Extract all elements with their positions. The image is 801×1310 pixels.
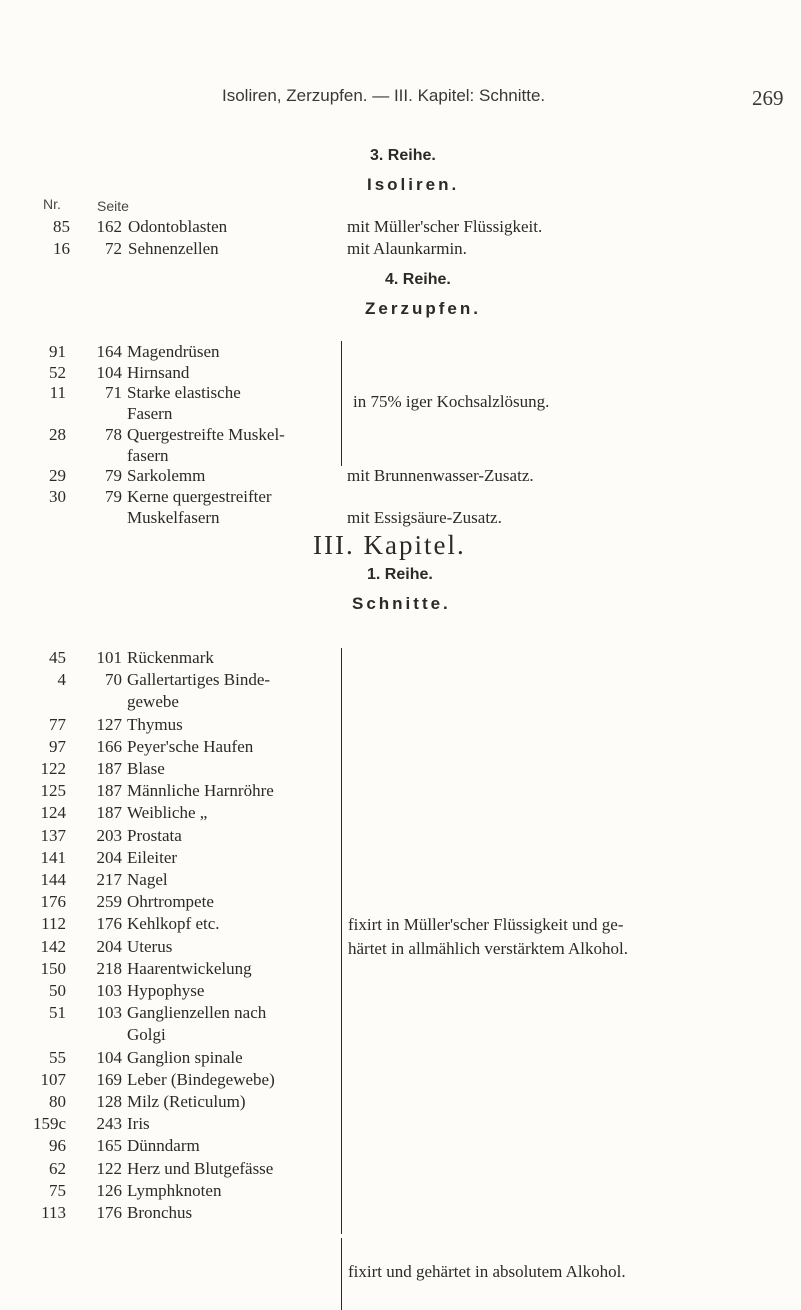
cell-name: Milz (Reticulum) bbox=[127, 1092, 246, 1111]
cell-seite: 72 bbox=[105, 239, 122, 258]
cell-seite: 187 bbox=[96, 759, 122, 778]
cell-nr: 62 bbox=[49, 1158, 66, 1178]
cell-name: Hirnsand bbox=[127, 362, 190, 382]
cell-seite: 79 bbox=[105, 486, 122, 506]
cell-name: Magendrüsen bbox=[127, 342, 220, 361]
cell-name: Männliche Harnröhre bbox=[127, 781, 274, 801]
cell-nr: 45 bbox=[49, 648, 66, 667]
cell-nr: 16 bbox=[53, 239, 70, 258]
cell-name: Dünndarm bbox=[127, 1136, 200, 1156]
cell-seite: 187 bbox=[96, 803, 122, 823]
cell-nr: 4 bbox=[57, 670, 66, 690]
cell-name: Kehlkopf etc. bbox=[127, 914, 220, 934]
cell-name: Fasern bbox=[127, 404, 173, 424]
cell-nr: 50 bbox=[49, 981, 66, 1000]
cell-nr: 51 bbox=[49, 1003, 66, 1023]
cell-nr: 137 bbox=[40, 825, 66, 845]
cell-seite: 176 bbox=[96, 1203, 122, 1222]
group-note-absolut: fixirt und gehärtet in absolutem Alkohol. bbox=[348, 1262, 626, 1281]
cell-nr: 112 bbox=[41, 914, 66, 934]
cell-seite: 103 bbox=[96, 981, 122, 1000]
section-title-isoliren: Isoliren. bbox=[367, 175, 460, 194]
cell-name: gewebe bbox=[127, 692, 179, 712]
section-title-zerzupfen: Zerzupfen. bbox=[365, 299, 481, 318]
cell-name: Uterus bbox=[127, 936, 173, 956]
cell-seite: 217 bbox=[96, 870, 122, 889]
cell-seite: 243 bbox=[96, 1114, 122, 1134]
section-title-schnitte: Schnitte. bbox=[352, 594, 451, 613]
cell-nr: 85 bbox=[53, 217, 70, 236]
group-brace bbox=[335, 1238, 342, 1310]
cell-name: Eileiter bbox=[127, 847, 178, 867]
cell-seite: 104 bbox=[96, 1047, 122, 1067]
cell-seite: 166 bbox=[96, 736, 122, 756]
group-note-mueller-line2: härtet in allmählich verstärktem Alkohol. bbox=[348, 939, 628, 958]
cell-name: Leber (Bindegewebe) bbox=[127, 1069, 275, 1089]
cell-nr: 125 bbox=[40, 781, 66, 801]
section-number-schnitte: 1. Reihe. bbox=[367, 566, 433, 583]
cell-name: Blase bbox=[127, 759, 165, 778]
cell-name: Sehnenzellen bbox=[128, 239, 219, 258]
cell-nr: 28 bbox=[49, 424, 66, 444]
cell-nr: 30 bbox=[49, 486, 66, 506]
cell-name: Peyer'sche Haufen bbox=[127, 736, 254, 756]
cell-nr: 11 bbox=[49, 383, 66, 403]
cell-nr: 176 bbox=[40, 892, 66, 912]
cell-nr: 91 bbox=[49, 342, 66, 361]
group-brace bbox=[335, 648, 342, 1234]
cell-seite: 187 bbox=[96, 781, 122, 801]
cell-name: Weibliche „ bbox=[127, 803, 208, 823]
cell-seite: 78 bbox=[105, 424, 122, 444]
cell-name: Bronchus bbox=[127, 1203, 193, 1222]
cell-nr: 107 bbox=[40, 1069, 66, 1089]
cell-name: Kerne quergestreifter bbox=[127, 486, 272, 506]
column-header-seite: Seite bbox=[97, 198, 129, 214]
cell-note: mit Essigsäure-Zusatz. bbox=[347, 507, 502, 527]
cell-name: Ganglienzellen nach bbox=[127, 1003, 267, 1023]
cell-seite: 204 bbox=[96, 936, 122, 956]
cell-name: Herz und Blutgefässe bbox=[127, 1158, 274, 1178]
cell-name: Ohrtrompete bbox=[127, 892, 214, 912]
cell-seite: 203 bbox=[96, 825, 122, 845]
cell-name: Quergestreifte Muskel- bbox=[127, 424, 285, 444]
cell-nr: 75 bbox=[49, 1180, 66, 1200]
cell-name: Muskelfasern bbox=[127, 507, 220, 527]
cell-name: Ganglion spinale bbox=[127, 1047, 243, 1067]
cell-note: mit Brunnenwasser-Zusatz. bbox=[347, 466, 534, 486]
group-note-mueller-line1: fixirt in Müller'scher Flüssigkeit und ge- bbox=[348, 915, 624, 934]
cell-nr: 142 bbox=[40, 936, 66, 956]
cell-seite: 164 bbox=[96, 342, 122, 361]
cell-name: Starke elastische bbox=[127, 383, 241, 403]
cell-name: Golgi bbox=[127, 1025, 166, 1045]
cell-name: Nagel bbox=[127, 870, 168, 889]
cell-nr: 150 bbox=[40, 958, 66, 978]
cell-name: Gallertartiges Binde- bbox=[127, 670, 271, 690]
column-header-nr: Nr. bbox=[43, 196, 61, 212]
section-number-isoliren: 3. Reihe. bbox=[370, 147, 436, 164]
cell-note: mit Müller'scher Flüssigkeit. bbox=[347, 217, 543, 236]
cell-nr: 141 bbox=[40, 847, 66, 867]
cell-seite: 204 bbox=[96, 847, 122, 867]
cell-name: Hypophyse bbox=[127, 981, 205, 1000]
cell-seite: 169 bbox=[96, 1069, 122, 1089]
section-number-zerzupfen: 4. Reihe. bbox=[385, 271, 451, 288]
cell-name: Rückenmark bbox=[127, 648, 214, 667]
group-note-kochsalz: in 75% iger Kochsalzlösung. bbox=[353, 392, 550, 411]
cell-name: Thymus bbox=[127, 714, 183, 734]
cell-seite: 104 bbox=[96, 362, 122, 382]
cell-name: fasern bbox=[127, 445, 169, 465]
running-header-title: Isoliren, Zerzupfen. — III. Kapitel: Schnitte. bbox=[222, 86, 546, 105]
cell-nr: 159c bbox=[32, 1114, 66, 1134]
cell-nr: 144 bbox=[40, 870, 66, 889]
cell-seite: 122 bbox=[96, 1158, 122, 1178]
cell-note: mit Alaunkarmin. bbox=[347, 239, 467, 258]
cell-name: Prostata bbox=[127, 825, 182, 845]
cell-nr: 77 bbox=[49, 714, 66, 734]
cell-name: Lymphknoten bbox=[127, 1180, 222, 1200]
cell-seite: 176 bbox=[96, 914, 122, 934]
chapter-title: III. Kapitel. bbox=[313, 530, 466, 560]
cell-seite: 162 bbox=[96, 217, 122, 236]
cell-name: Odontoblasten bbox=[128, 217, 228, 236]
cell-seite: 103 bbox=[96, 1003, 122, 1023]
cell-nr: 113 bbox=[41, 1203, 66, 1222]
cell-nr: 52 bbox=[49, 362, 66, 382]
cell-nr: 96 bbox=[49, 1136, 66, 1156]
cell-nr: 55 bbox=[49, 1047, 66, 1067]
cell-name: Haarentwickelung bbox=[127, 958, 252, 978]
cell-nr: 122 bbox=[40, 759, 66, 778]
cell-seite: 259 bbox=[96, 892, 122, 912]
cell-nr: 80 bbox=[49, 1092, 66, 1111]
cell-seite: 101 bbox=[96, 648, 122, 667]
cell-seite: 79 bbox=[105, 466, 122, 486]
cell-seite: 165 bbox=[96, 1136, 122, 1156]
cell-seite: 70 bbox=[105, 670, 122, 690]
cell-seite: 128 bbox=[96, 1092, 122, 1111]
cell-seite: 126 bbox=[96, 1180, 122, 1200]
cell-seite: 218 bbox=[96, 958, 122, 978]
cell-nr: 29 bbox=[49, 466, 66, 486]
cell-nr: 97 bbox=[49, 736, 66, 756]
cell-name: Iris bbox=[127, 1114, 150, 1134]
cell-seite: 127 bbox=[96, 714, 122, 734]
cell-seite: 71 bbox=[105, 383, 122, 403]
cell-name: Sarkolemm bbox=[127, 466, 206, 486]
page-number: 269 bbox=[752, 86, 784, 110]
group-brace bbox=[335, 341, 342, 466]
cell-nr: 124 bbox=[40, 803, 66, 823]
